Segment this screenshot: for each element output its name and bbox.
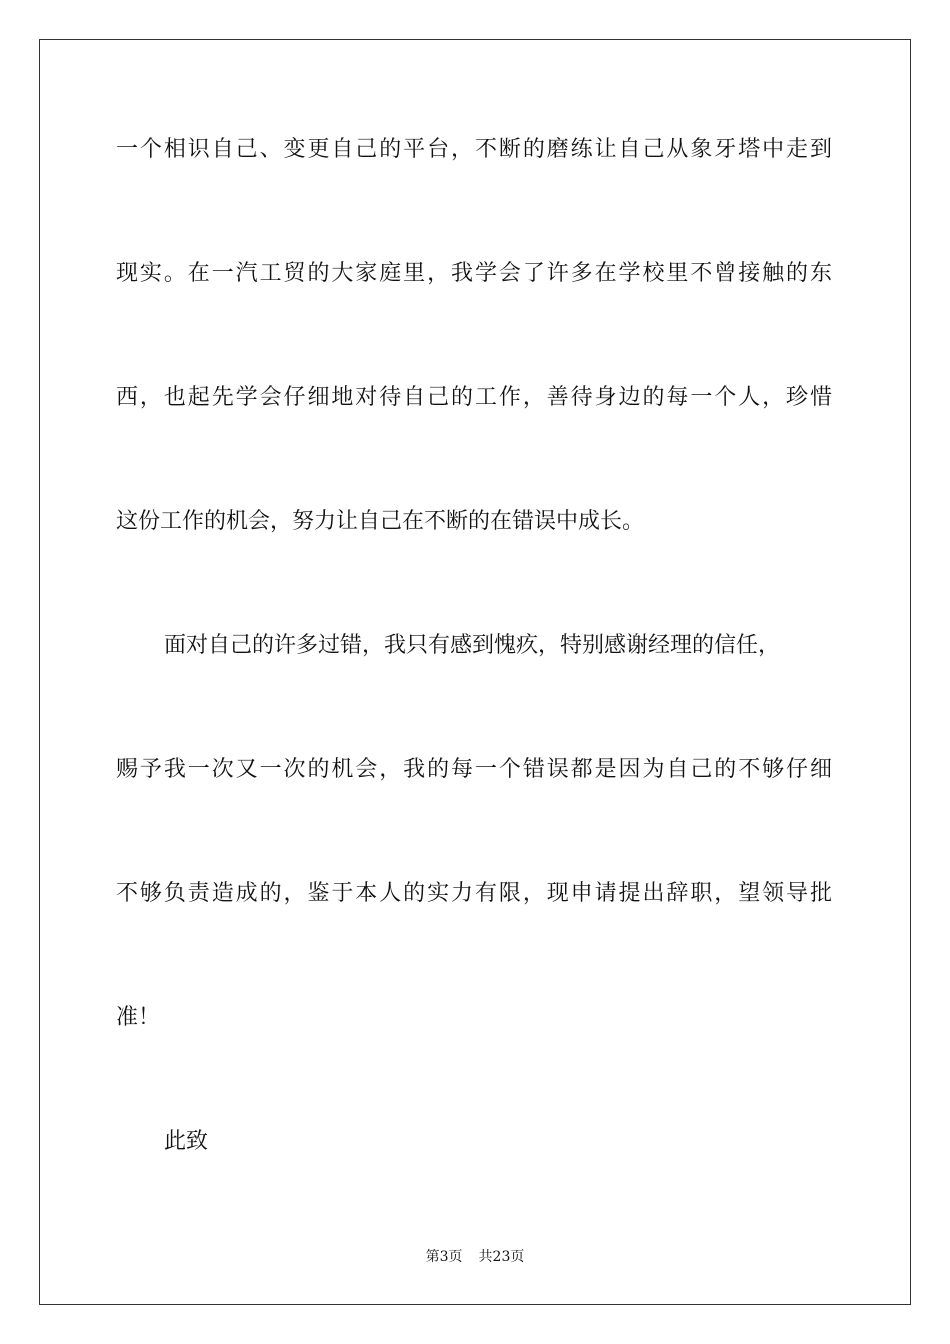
body-line-5: 面对自己的许多过错，我只有感到愧疚，特别感谢经理的信任， — [164, 633, 781, 658]
page-border — [39, 39, 911, 1305]
closing-salutation: 此致 — [164, 1129, 209, 1154]
page-footer — [0, 1247, 950, 1267]
body-line-6: 赐予我一次又一次的机会，我的每一个错误都是因为自己的不够仔细 — [116, 757, 832, 782]
body-line-1: 一个相识自己、变更自己的平台，不断的磨练让自己从象牙塔中走到 — [116, 137, 832, 162]
body-line-7: 不够负责造成的，鉴于本人的实力有限，现申请提出辞职，望领导批 — [116, 881, 832, 906]
body-line-4: 这份工作的机会，努力让自己在不断的在错误中成长。 — [116, 509, 645, 534]
body-line-2: 现实。在一汽工贸的大家庭里，我学会了许多在学校里不曾接触的东 — [116, 261, 832, 286]
body-line-3: 西，也起先学会仔细地对待自己的工作，善待身边的每一个人，珍惜 — [116, 385, 832, 410]
current-page-label: 第3页 — [425, 1249, 463, 1265]
body-line-8: 准！ — [116, 1005, 161, 1030]
total-pages-label: 共23页 — [478, 1249, 525, 1265]
